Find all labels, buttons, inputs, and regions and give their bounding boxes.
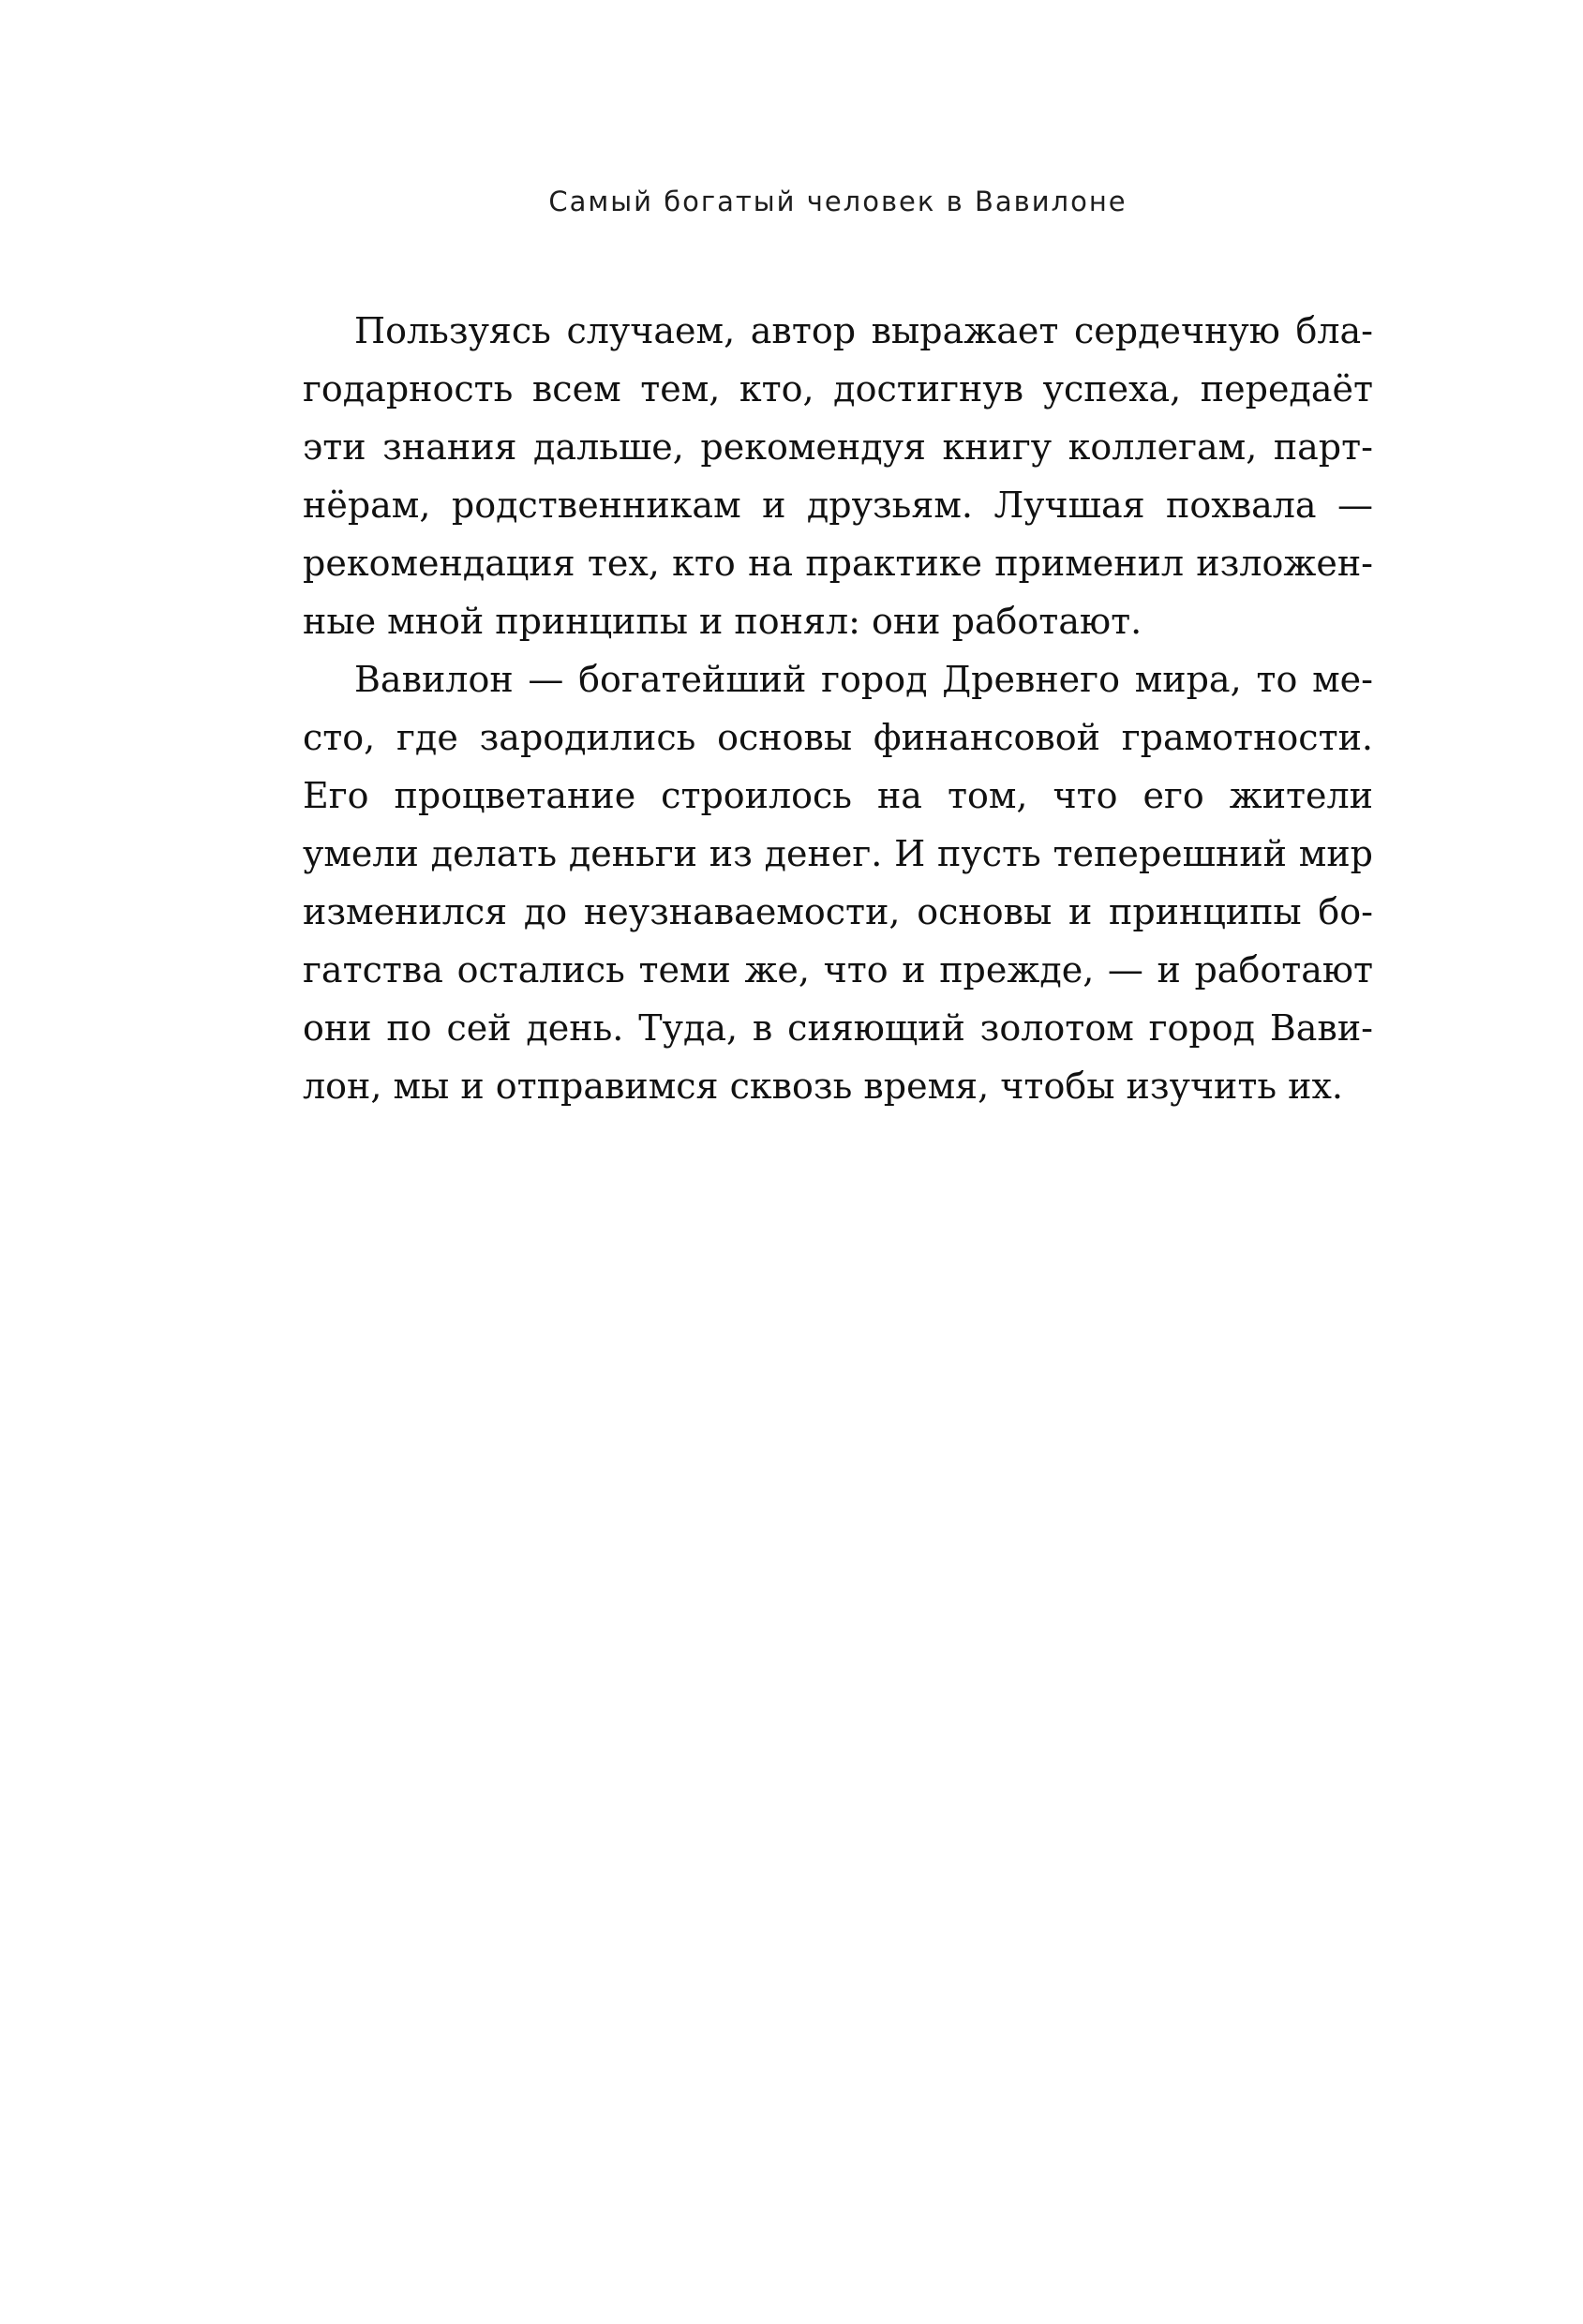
text-line: сто, где зародились основы финансовой грамотности. [303, 717, 1373, 758]
text-line: эти знания дальше, рекомендуя книгу коллегам, парт- [303, 426, 1373, 468]
text-line: ные мной принципы и понял: они работают. [303, 601, 1142, 642]
text-line: гатства остались теми же, что и прежде, — и работают [303, 949, 1373, 991]
text-line: лон, мы и отправимся сквозь время, чтобы изучить их. [303, 1065, 1344, 1107]
text-line: Пользуясь случаем, автор выражает сердечную бла- [354, 310, 1373, 351]
text-line: умели делать деньги из денег. И пусть теперешний мир [303, 833, 1373, 874]
text-line: Его процветание строилось на том, что его жители [303, 775, 1373, 816]
running-head: Самый богатый человек в Вавилоне [548, 186, 1128, 217]
text-line: Вавилон — богатейший город Древнего мира, то ме- [354, 659, 1373, 700]
paragraph [303, 302, 1373, 650]
text-line: нёрам, родственникам и друзьям. Лучшая похвала — [303, 484, 1373, 526]
body-text [303, 302, 1373, 1115]
text-line: они по сей день. Туда, в сияющий золотом город Вави- [303, 1007, 1373, 1049]
paragraph [303, 650, 1373, 1115]
text-line: годарность всем тем, кто, достигнув успеха, передаёт [303, 368, 1373, 410]
text-line: изменился до неузнаваемости, основы и принципы бо- [303, 891, 1373, 932]
text-line: рекомендация тех, кто на практике применил изложен- [303, 543, 1373, 584]
